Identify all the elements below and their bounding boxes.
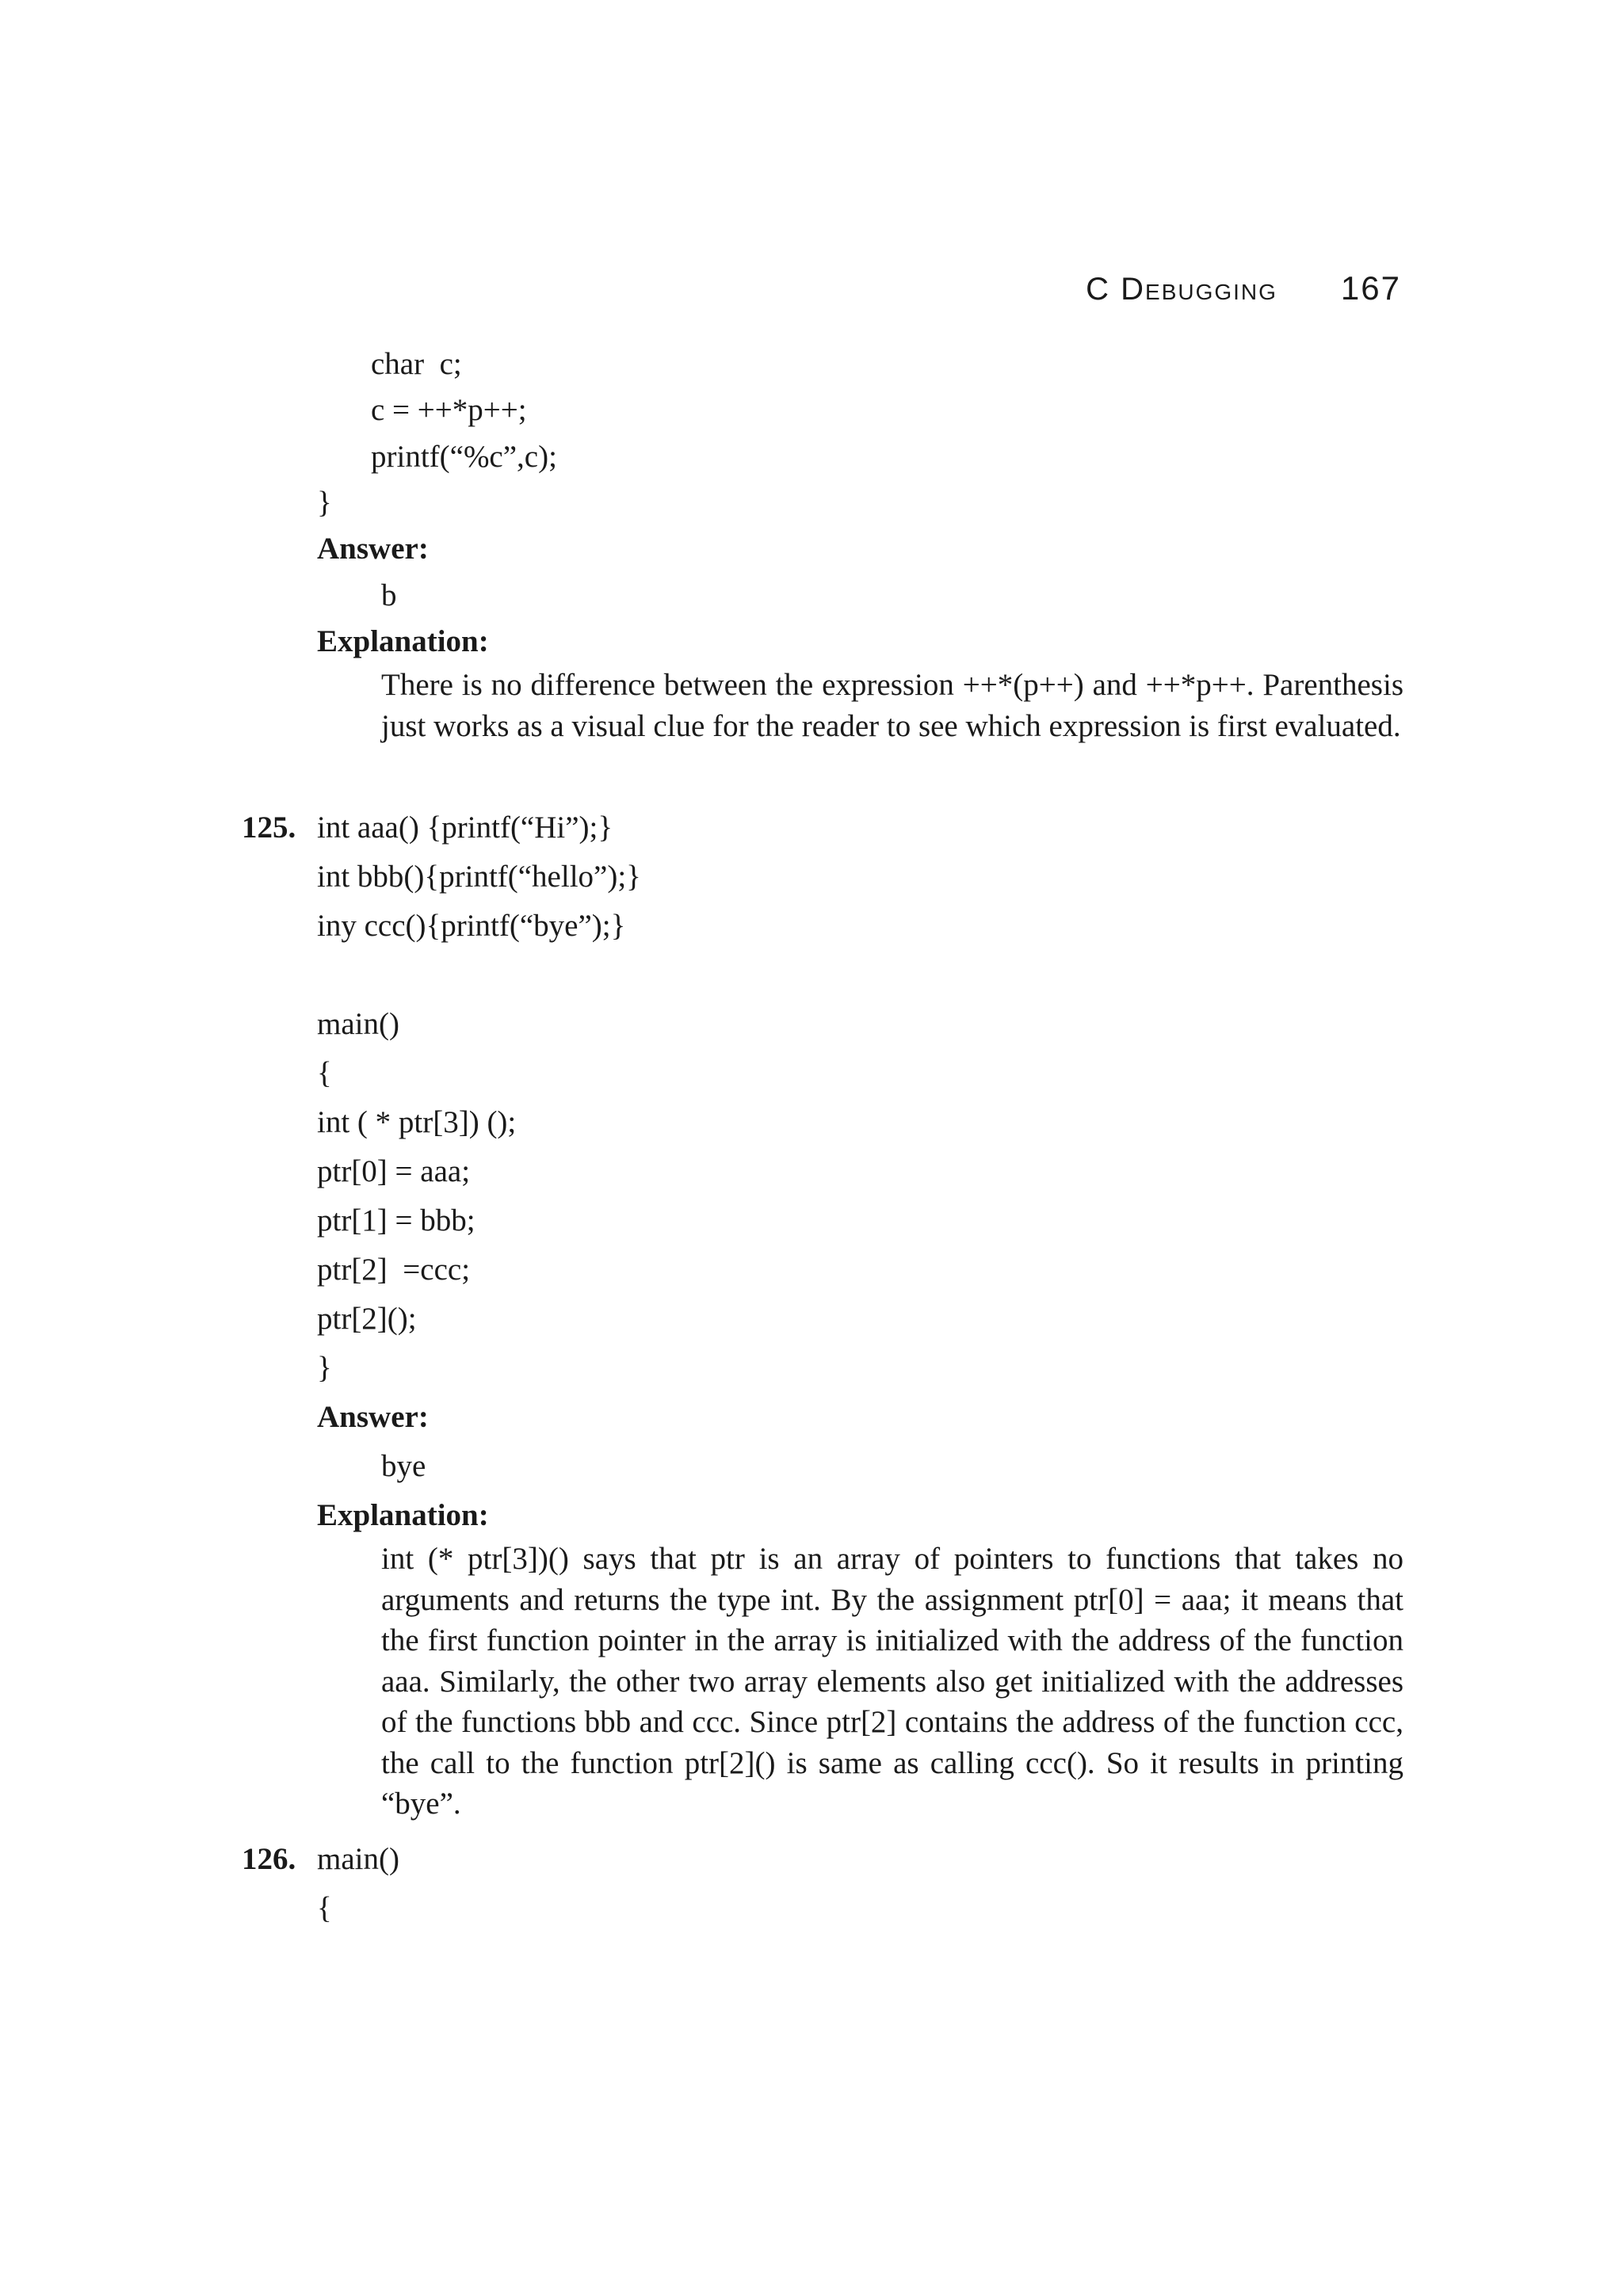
- answer-value: b: [381, 578, 397, 612]
- code-line: ptr[2] =ccc;: [317, 1253, 471, 1287]
- question-number: 126.: [242, 1842, 296, 1876]
- running-header: [1086, 269, 1401, 307]
- explanation-text: There is no difference between the expression ++*(p++) and ++*p++. Parenthesis just works as a visual clue for the reader to see which expression is first evaluated.: [381, 668, 1403, 743]
- code-line: c = ++*p++;: [371, 393, 527, 427]
- code-line: {: [317, 1891, 332, 1925]
- page-number: 167: [1340, 269, 1401, 307]
- code-line: main(): [317, 1842, 399, 1876]
- code-line: }: [317, 486, 332, 520]
- code-line: int ( * ptr[3]) ();: [317, 1105, 517, 1139]
- code-line: char c;: [371, 347, 462, 381]
- explanation-label: Explanation:: [317, 624, 489, 658]
- code-line: ptr[1] = bbb;: [317, 1203, 475, 1238]
- answer-value: bye: [381, 1449, 426, 1483]
- answer-label: Answer:: [317, 532, 429, 566]
- answer-label: Answer:: [317, 1400, 429, 1434]
- code-line: main(): [317, 1007, 399, 1041]
- code-line: ptr[2]();: [317, 1302, 417, 1336]
- code-line: int aaa() {printf(“Hi”);}: [317, 810, 613, 845]
- code-line: ptr[0] = aaa;: [317, 1154, 471, 1188]
- explanation-text: int (* ptr[3])() says that ptr is an array of pointers to functions that takes no arguments and returns the type int. By the assignment ptr[0] = aaa; it means that the first function pointer in the array is initialized with the address of the function aaa. Similarly, the other two array elements also get initialized with the addresses of the functions bbb and ccc. Since ptr[2] contains the address of the function ccc, the call to the function ptr[2]() is same as calling ccc(). So it results in printing “bye”.: [381, 1542, 1403, 1821]
- question-number: 125.: [242, 810, 296, 845]
- chapter-title: C Debugging: [1086, 272, 1277, 307]
- code-line: iny ccc(){printf(“bye”);}: [317, 909, 626, 943]
- code-line: int bbb(){printf(“hello”);}: [317, 860, 641, 894]
- code-line: }: [317, 1351, 332, 1385]
- explanation-label: Explanation:: [317, 1498, 489, 1532]
- code-line: printf(“%c”,c);: [371, 440, 557, 474]
- code-line: {: [317, 1056, 332, 1090]
